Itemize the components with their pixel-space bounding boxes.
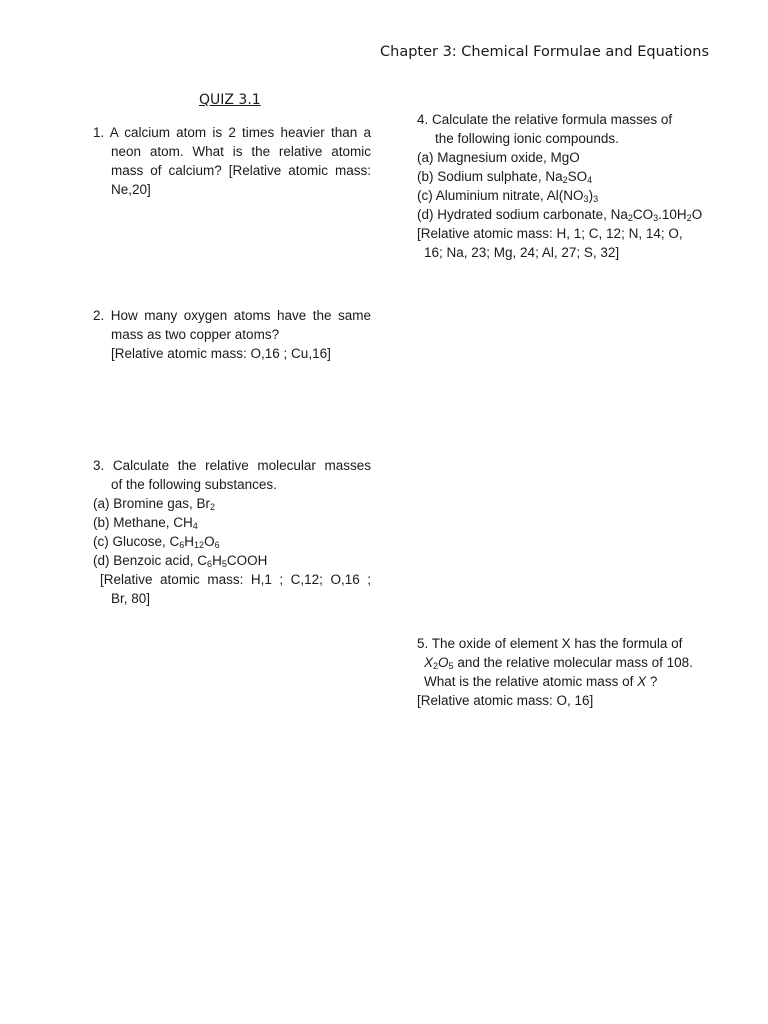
question-3 bbox=[93, 456, 371, 608]
q4-relative-mass-2: 16; Na, 23; Mg, 24; Al, 27; S, 32] bbox=[424, 245, 620, 260]
q1-line-2: neon atom. What is the relative atomic bbox=[111, 144, 371, 159]
q3-relative-mass-2: Br, 80] bbox=[111, 591, 151, 606]
q4-item-a: (a) Magnesium oxide, MgO bbox=[417, 150, 580, 165]
q5-line-2: $X_2O_5$ and the relative molecular mass of 108. bbox=[424, 655, 693, 671]
q4-relative-mass-1: [Relative atomic mass: H, 1; C, 12; N, 14; O, bbox=[417, 226, 683, 241]
q5-line-3: What is the relative atomic mass of X ? bbox=[424, 674, 658, 689]
chapter-header: Chapter 3: Chemical Formulae and Equations bbox=[380, 44, 710, 60]
q3-line-1: 3. Calculate the relative molecular masses bbox=[93, 458, 371, 473]
q4-item-c: (c) Aluminium nitrate, $Al(NO_3)_3$ bbox=[417, 188, 599, 204]
question-2 bbox=[93, 306, 371, 363]
q1-line-1: 1. A calcium atom is 2 times heavier than a bbox=[93, 125, 371, 140]
question-5 bbox=[417, 634, 717, 710]
q1-line-4: Ne,20] bbox=[111, 182, 151, 197]
q2-line-2: mass as two copper atoms? bbox=[111, 327, 280, 342]
q3-relative-mass-1: [Relative atomic mass: H,1 ; C,12; O,16 ; bbox=[100, 572, 371, 587]
q5-relative-mass: [Relative atomic mass: O, 16] bbox=[417, 693, 594, 708]
q4-line-1: 4. Calculate the relative formula masses of bbox=[417, 112, 673, 127]
q3-item-b: (b) Methane, $CH_4$ bbox=[93, 515, 198, 531]
q5-line-1: 5. The oxide of element X has the formula of bbox=[417, 636, 683, 651]
q3-item-a: (a) Bromine gas, $Br_2$ bbox=[93, 496, 216, 512]
quiz-title: QUIZ 3.1 bbox=[199, 92, 261, 108]
question-4 bbox=[417, 110, 717, 262]
q3-item-c: (c) Glucose, $C_6H_{12}O_6$ bbox=[93, 534, 220, 550]
q4-item-d: (d) Hydrated sodium carbonate, $Na_2CO_3.10H_2O$ bbox=[417, 207, 703, 223]
q2-line-1: 2. How many oxygen atoms have the same bbox=[93, 308, 371, 323]
q2-line-3: [Relative atomic mass: O,16 ; Cu,16] bbox=[111, 346, 331, 361]
q4-item-b: (b) Sodium sulphate, $Na_2SO_4$ bbox=[417, 169, 593, 185]
q1-line-3: mass of calcium? [Relative atomic mass: bbox=[111, 163, 371, 178]
q4-line-2: the following ionic compounds. bbox=[435, 131, 619, 146]
question-1 bbox=[93, 123, 371, 199]
q3-item-d: (d) Benzoic acid, $C_6H_5COOH$ bbox=[93, 553, 268, 569]
q3-line-2: of the following substances. bbox=[111, 477, 277, 492]
